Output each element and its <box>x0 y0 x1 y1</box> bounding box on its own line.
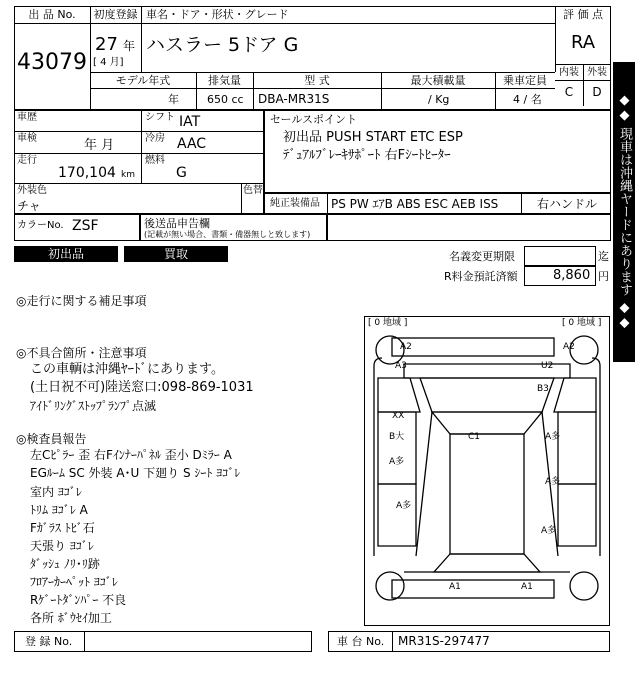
rename-deadline-cell <box>524 246 596 266</box>
purchase-badge: 買取 <box>124 246 228 262</box>
aftermarket-label: 後送品申告欄 <box>144 217 210 230</box>
defect-line: ｱｲﾄﾞﾘﾝｸﾞｽﾄｯﾌﾟﾗﾝﾌﾟ点滅 <box>30 399 157 413</box>
sales-point-line1: 初出品 PUSH START ETC ESP <box>283 130 463 145</box>
lot-label: 出 品 No. <box>28 8 76 21</box>
first-reg-year-unit: 年 <box>123 39 136 53</box>
mark-b-big: B大 <box>389 432 405 442</box>
lot-number: 43079 <box>17 50 87 75</box>
mark-a-many-right: A多 <box>545 432 561 442</box>
ac-value: AAC <box>177 136 207 152</box>
exterior-grade: D <box>592 85 602 99</box>
mark-fr-door2: B3 <box>537 384 549 394</box>
sales-point-line2: ﾃﾞｭｱﾙﾌﾞﾚｰｷｻﾎﾟｰﾄ 右Fｼｰﾄﾋｰﾀｰ <box>283 148 451 163</box>
history-label: 車歴 <box>17 112 37 123</box>
diagram-left-corner: [ 0 地域 ] <box>368 318 408 328</box>
steering-value: 右ハンドル <box>537 197 598 211</box>
rename-deadline-unit: 迄 <box>598 250 609 263</box>
inspector-line: ﾀﾞｯｼｭ ﾉﾘ･ﾘ跡 <box>30 557 100 571</box>
model-name-label: 車名・ドア・形状・グレード <box>146 8 289 21</box>
rename-deadline-label: 名義変更期限 <box>449 250 515 263</box>
inspector-line: Rｹﾞｰﾄﾀﾞﾝﾊﾟｰ 不良 <box>30 593 127 607</box>
detail-block <box>14 110 264 214</box>
color-no-label: カラーNo. <box>17 220 64 231</box>
interior-grade: C <box>564 85 574 99</box>
mark-a-many-right2: A多 <box>545 477 561 487</box>
mileage-label: 走行 <box>17 155 37 166</box>
inspector-line: 各所 ﾎﾞｳｾｲ加工 <box>30 611 112 625</box>
inspection-value: 年 月 <box>84 138 115 153</box>
shift-label: シフト <box>145 112 175 123</box>
ext-color-value: チャ <box>17 199 41 213</box>
mileage-unit: km <box>121 170 135 180</box>
fuel-value: G <box>176 165 187 181</box>
recycle-fee-value: 8,860 <box>553 268 591 283</box>
mark-a-many-left2: A多 <box>396 501 412 511</box>
first-listing-badge: 初出品 <box>14 246 118 262</box>
ac-label: 冷房 <box>145 133 165 144</box>
defect-line: (土日祝不可)陸送窓口:098-869-1031 <box>30 380 254 395</box>
okinawa-yard-banner-text: ◆◆ 現車は沖縄ヤードにあります ◆◆ <box>617 93 632 331</box>
model-name: ハスラー 5ドア G <box>146 34 299 56</box>
inspection-label: 車検 <box>17 133 37 144</box>
driving-notes-title: ◎走行に関する補足事項 <box>16 294 147 308</box>
overall-grade: RA <box>570 32 596 53</box>
diagram-right-corner: [ 0 地域 ] <box>562 318 602 328</box>
shift-value: IAT <box>179 114 201 130</box>
mark-front-left: A2 <box>400 342 412 352</box>
inspector-line: EGﾙｰﾑ SC 外装 A･U 下廻り S ｼｰﾄ ﾖｺﾞﾚ <box>30 466 241 480</box>
recycle-fee-label: R料金預託済額 <box>444 270 518 283</box>
okinawa-yard-banner <box>613 62 635 362</box>
mark-rear-right: A1 <box>521 582 533 592</box>
displacement-label: 排気量 <box>208 74 241 87</box>
mark-a-many-right3: A多 <box>541 526 557 536</box>
inspector-line: Fｶﾞﾗｽ ﾄﾋﾞ石 <box>30 521 95 535</box>
first-reg-month: [ 4 月] <box>93 57 124 68</box>
type-label: 型 式 <box>304 74 330 87</box>
first-reg-year: 27 <box>95 34 118 55</box>
aftermarket-note: (記載が無い場合、書類・備器無しと致します) <box>144 230 311 239</box>
inspector-line: 左Cﾋﾟﾗｰ 歪 右Fｲﾝﾅｰﾊﾟﾈﾙ 歪小 Dﾐﾗｰ A <box>30 448 232 462</box>
mark-fl-door: A3 <box>395 361 407 371</box>
max-load-label: 最大積載量 <box>410 74 466 87</box>
type-value: DBA-MR31S <box>258 92 330 106</box>
capacity-value: 4 / 名 <box>513 93 542 106</box>
mark-front-right: A2 <box>563 342 575 352</box>
equipment-value: PS PW ｴｱB ABS ESC AEB ISS <box>331 197 499 211</box>
mark-xx: XX <box>392 411 405 421</box>
defects-title: ◎不具合箇所・注意事項 <box>16 346 147 360</box>
capacity-label: 乗車定員 <box>503 74 547 87</box>
first-reg-label: 初度登録 <box>93 8 138 21</box>
equipment-label: 純正装備品 <box>270 198 320 209</box>
model-year-label: モデル年式 <box>115 74 171 87</box>
registration-no-label: 登 録 No. <box>25 635 73 648</box>
inspector-line: 室内 ﾖｺﾞﾚ <box>30 485 82 499</box>
model-year-unit: 年 <box>168 93 179 106</box>
ext-color-label: 外装色 <box>17 185 47 196</box>
inspector-line: 天張り ﾖｺﾞﾚ <box>30 539 94 553</box>
sales-point-title: セールスポイント <box>270 113 358 126</box>
recycle-fee-unit: 円 <box>598 270 609 283</box>
chassis-no-label: 車 台 No. <box>337 635 385 648</box>
exterior-label: 外装 <box>587 67 607 78</box>
fuel-label: 燃料 <box>145 155 165 166</box>
color-no-value: ZSF <box>72 218 99 234</box>
inspector-line: ﾄﾘﾑ ﾖｺﾞﾚ A <box>30 503 88 517</box>
mileage-value: 170,104 <box>58 165 116 181</box>
interior-label: 内装 <box>559 67 579 78</box>
inspector-title: ◎検査員報告 <box>16 432 87 446</box>
inspector-line: ﾌﾛｱｰｶｰﾍﾟｯﾄ ﾖｺﾞﾚ <box>30 575 118 589</box>
defect-line: この車輌は沖縄ﾔｰﾄﾞにあります。 <box>30 362 224 377</box>
grade-label: 評 価 点 <box>563 8 603 21</box>
mark-a-many-left: A多 <box>389 457 405 467</box>
mark-c1: C1 <box>468 432 481 442</box>
max-load-value: / Kg <box>428 93 450 106</box>
color-change-label: 色替 <box>243 185 263 196</box>
mark-fr-door: U2 <box>541 361 554 371</box>
chassis-no-value: MR31S-297477 <box>398 634 490 648</box>
displacement-value: 650 cc <box>207 93 244 106</box>
mark-rear-left: A1 <box>449 582 461 592</box>
